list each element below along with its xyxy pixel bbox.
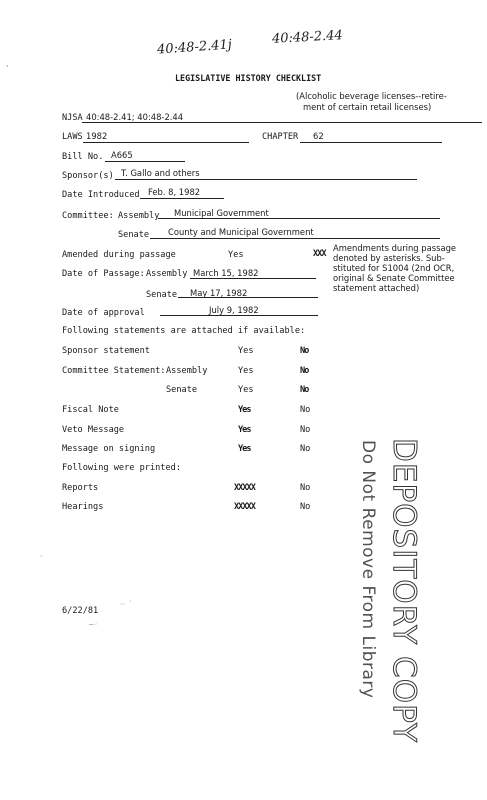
depository-stamp-line1: DEPOSITORY COPY [386, 438, 422, 744]
bill-value: A665 [111, 150, 133, 160]
veto-message-label: Veto Message [62, 425, 125, 435]
amendment-note-line5: statement attached) [333, 283, 420, 293]
amendment-note-line4: original & Senate Committee [333, 273, 455, 283]
passage-assembly-underline [190, 278, 316, 279]
amendment-note-line2: denoted by asterisks. Sub- [333, 253, 445, 263]
passage-label: Date of Passage: [62, 269, 145, 279]
veto-message-no: No [300, 425, 311, 435]
committee-assembly-underline [158, 218, 440, 219]
njsa-underline [82, 122, 482, 123]
approval-underline [160, 315, 318, 316]
sponsors-underline [115, 179, 417, 180]
committee-statement-assembly-yes: Yes [238, 366, 254, 376]
njsa-label: NJSA [62, 113, 83, 123]
date-introduced-label: Date Introduced [62, 190, 140, 200]
committee-statement-senate-label: Senate [166, 385, 198, 395]
fiscal-note-yes-crossed: Yes [238, 405, 251, 415]
committee-statement-senate-no-crossed: No [300, 385, 309, 395]
hearings-yes-crossed: XXXXX [234, 502, 255, 512]
laws-value: 1982 [86, 131, 108, 141]
committee-senate-value: County and Municipal Government [168, 227, 314, 237]
committee-senate-underline [150, 238, 440, 239]
committee-label: Committee: [62, 211, 114, 221]
reports-no: No [300, 483, 311, 493]
approval-value: July 9, 1982 [209, 305, 259, 315]
committee-statement-senate-yes: Yes [238, 385, 254, 395]
amended-yes: Yes [228, 250, 244, 260]
committee-statement-label: Committee Statement: [62, 366, 166, 376]
amended-label: Amended during passage [62, 250, 176, 260]
chapter-value: 62 [313, 131, 324, 141]
approval-label: Date of approval [62, 308, 145, 318]
amended-no-crossed: XXX [313, 249, 326, 259]
handwritten-statute-right: 40:48-2.44 [271, 28, 344, 47]
committee-senate-label: Senate [118, 230, 150, 240]
sponsor-statement-no-crossed: No [300, 346, 309, 356]
amendment-note-line1: Amendments during passage [333, 243, 457, 253]
sponsors-label: Sponsor(s) [62, 171, 114, 181]
bill-label: Bill No. [62, 152, 104, 162]
reports-yes-crossed: XXXXX [234, 483, 255, 493]
footer-date: 6/22/81 [62, 606, 99, 616]
amendment-note-line3: stituted for S1004 (2nd OCR, [333, 263, 455, 273]
sponsor-statement-yes: Yes [238, 346, 254, 356]
sponsor-statement-label: Sponsor statement [62, 346, 150, 356]
bill-underline [105, 161, 185, 162]
faint-scribble-mark: ·· ˙ [120, 600, 132, 609]
chapter-underline [300, 142, 442, 143]
fiscal-note-no: No [300, 405, 311, 415]
njsa-value: 40:48-2.41; 40:48-2.44 [86, 112, 184, 122]
veto-message-yes-crossed: Yes [238, 425, 251, 435]
following-attached-heading: Following statements are attached if available: [62, 326, 306, 336]
page-title: LEGISLATIVE HISTORY CHECKLIST [175, 73, 322, 83]
hearings-label: Hearings [62, 502, 104, 512]
message-on-signing-label: Message on signing [62, 444, 156, 454]
fiscal-note-label: Fiscal Note [62, 405, 119, 415]
committee-assembly-label: Assembly [118, 211, 160, 221]
laws-underline [83, 142, 249, 143]
message-on-signing-no: No [300, 444, 311, 454]
laws-label: LAWS [62, 132, 83, 142]
hearings-no: No [300, 502, 311, 512]
date-introduced-value: Feb. 8, 1982 [148, 187, 201, 197]
sponsors-value: T. Gallo and others [121, 168, 200, 178]
passage-assembly-label: Assembly [146, 269, 188, 279]
margin-dot: · [6, 62, 9, 71]
subject-note-line2: ment of certain retail licenses) [303, 102, 432, 112]
subject-note-line1: (Alcoholic beverage licenses--retire- [296, 91, 447, 101]
passage-senate-value: May 17, 1982 [190, 288, 248, 298]
chapter-label: CHAPTER [262, 132, 299, 142]
passage-senate-underline [178, 297, 318, 298]
passage-assembly-value: March 15, 1982 [193, 268, 259, 278]
passage-senate-label: Senate [146, 290, 178, 300]
reports-label: Reports [62, 483, 99, 493]
committee-assembly-value: Municipal Government [174, 208, 269, 218]
margin-dot-2: · [40, 552, 43, 561]
depository-stamp-line2: Do Not Remove From Library [358, 440, 378, 699]
faint-scribble-mark-2: ~· [88, 620, 98, 629]
date-introduced-underline [140, 198, 224, 199]
depository-stamp [286, 438, 422, 744]
following-printed-heading: Following were printed: [62, 463, 181, 473]
committee-statement-assembly-no-crossed: No [300, 366, 309, 376]
message-on-signing-yes-crossed: Yes [238, 444, 251, 454]
handwritten-statute-left: 40:48-2.41j [156, 37, 233, 58]
committee-statement-assembly-label: Assembly [166, 366, 208, 376]
